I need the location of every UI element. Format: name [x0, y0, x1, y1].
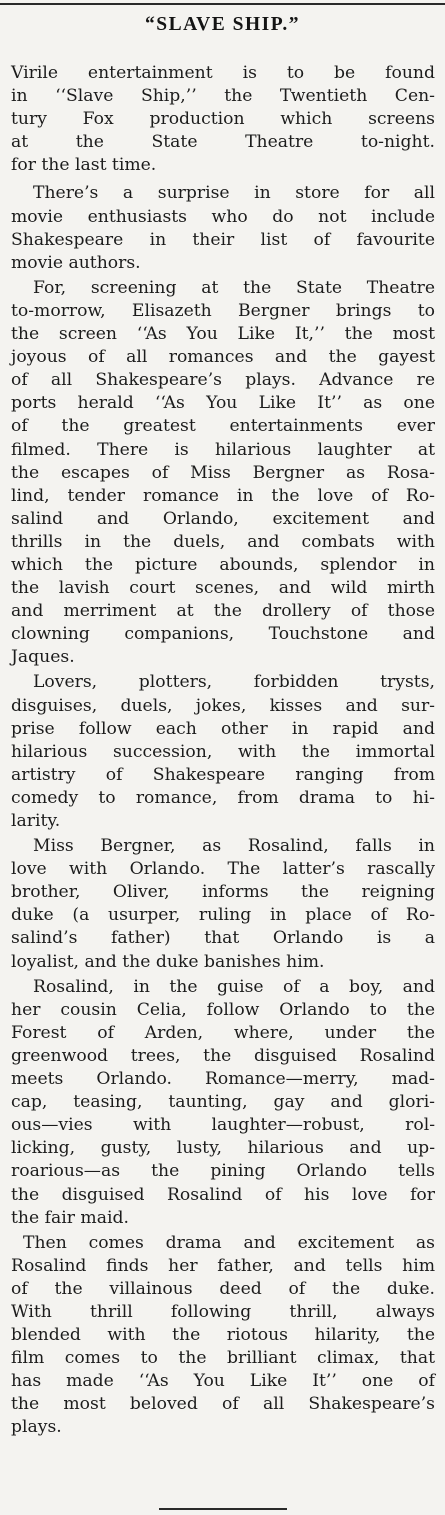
text-line: in ‘‘Slave Ship,’’ the Twentieth Cen- — [11, 86, 435, 107]
text-line: greenwood trees, the disguised Rosalind — [11, 1045, 435, 1066]
paragraph — [11, 835, 435, 974]
top-rule — [0, 3, 445, 5]
text-line: Jaques. — [11, 647, 75, 668]
article-body — [11, 62, 435, 1440]
text-line: the fair maid. — [11, 1207, 129, 1228]
text-line: licking, gusty, lusty, hilarious and up- — [11, 1138, 435, 1159]
text-line: thrills in the duels, and combats with — [11, 531, 435, 552]
text-line: the lavish court scenes, and wild mirth — [11, 578, 435, 599]
text-line: Virile entertainment is to be found — [11, 63, 435, 83]
text-line: larity. — [11, 811, 61, 831]
text-line: salind and Orlando, excitement and — [11, 508, 435, 529]
text-line: of the villainous deed of the duke. — [11, 1278, 435, 1299]
text-line: tury Fox production which screens — [11, 109, 435, 130]
text-line: to-morrow, Elisazeth Bergner brings to — [11, 300, 435, 321]
text-line: movie enthusiasts who do not include — [11, 206, 435, 227]
text-line: of all Shakespeare’s plays. Advance re — [11, 370, 435, 391]
text-line: meets Orlando. Romance—merry, mad- — [11, 1069, 435, 1090]
text-line: Rosalind finds her father, and tells him — [11, 1255, 435, 1276]
text-line: movie authors. — [11, 252, 141, 273]
text-line: ports herald ‘‘As You Like It’’ as one — [11, 393, 435, 414]
text-line: Rosalind, in the guise of a boy, and — [33, 976, 435, 997]
text-line: which the picture abounds, splendor in — [11, 554, 435, 575]
text-line: disguises, duels, jokes, kisses and sur- — [11, 695, 435, 716]
text-line: For, screening at the State Theatre — [33, 277, 435, 298]
paragraph — [11, 1232, 435, 1440]
paragraph — [11, 182, 435, 274]
text-line: the most beloved of all Shakespeare’s — [11, 1394, 435, 1415]
text-line: at the State Theatre to-night. — [11, 132, 435, 153]
text-line: the escapes of Miss Bergner as Rosa- — [11, 462, 435, 483]
text-line: the disguised Rosalind of his love for — [11, 1184, 435, 1205]
text-line: blended with the riotous hilarity, the — [11, 1325, 435, 1346]
text-line: brother, Oliver, informs the reigning — [11, 882, 435, 903]
text-line: Shakespeare in their list of favourite — [11, 229, 435, 250]
text-line: loyalist, and the duke banishes him. — [11, 951, 325, 972]
text-line: love with Orlando. The latter’s rascally — [11, 859, 435, 880]
text-line: hilarious succession, with the immortal — [11, 741, 435, 762]
text-line: lind, tender romance in the love of Ro- — [11, 485, 435, 506]
text-line: and merriment at the drollery of those — [11, 601, 435, 622]
text-line: Lovers, plotters, forbidden trysts, — [33, 672, 435, 693]
text-line: There’s a surprise in store for all — [33, 183, 435, 204]
text-line: salind’s father) that Orlando is a — [11, 928, 435, 949]
bottom-rule — [159, 1508, 287, 1510]
text-line: has made ‘‘As You Like It’’ one of — [11, 1371, 435, 1392]
text-line: her cousin Celia, follow Orlando to the — [11, 999, 435, 1020]
text-line: comedy to romance, from drama to hi- — [11, 787, 435, 808]
text-line: ous—vies with laughter—robust, rol- — [11, 1115, 435, 1136]
paragraph — [11, 976, 435, 1230]
paragraph — [11, 277, 435, 670]
paragraph — [11, 671, 435, 833]
text-line: duke (a usurper, ruling in place of Ro- — [11, 905, 435, 926]
text-line: filmed. There is hilarious laughter at — [11, 439, 435, 460]
text-line: clowning companions, Touchstone and — [11, 624, 435, 645]
text-line: prise follow each other in rapid and — [11, 718, 435, 739]
text-line: With thrill following thrill, always — [11, 1301, 435, 1322]
text-line: film comes to the brilliant climax, that — [11, 1348, 435, 1369]
text-line: the screen ‘‘As You Like It,’’ the most — [11, 324, 435, 345]
text-line: Then comes drama and excitement as — [23, 1232, 435, 1253]
text-line: Miss Bergner, as Rosalind, falls in — [33, 836, 435, 857]
text-line: of the greatest entertainments ever — [11, 416, 435, 437]
text-line: for the last time. — [11, 155, 157, 176]
text-line: joyous of all romances and the gayest — [11, 347, 435, 368]
paragraph — [11, 62, 435, 177]
text-line: roarious—as the pining Orlando tells — [11, 1161, 435, 1182]
text-line: plays. — [11, 1417, 62, 1438]
text-line: Forest of Arden, where, under the — [11, 1022, 435, 1043]
text-line: cap, teasing, taunting, gay and glori- — [11, 1092, 435, 1113]
text-line: artistry of Shakespeare ranging from — [11, 764, 435, 785]
headline: “SLAVE SHIP.” — [145, 14, 300, 35]
